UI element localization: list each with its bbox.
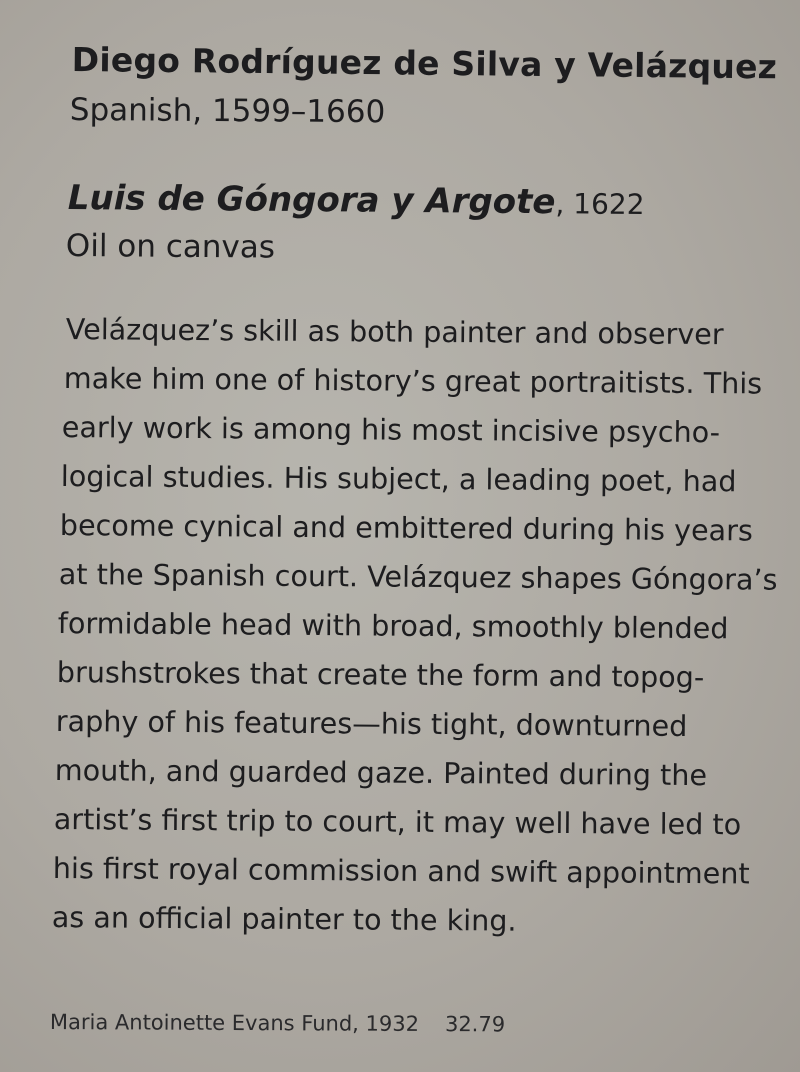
description-line: logical studies. His subject, a leading poet, had [60, 459, 737, 499]
artist-nationality-dates: Spanish, 1599–1660 [69, 92, 386, 131]
description-line: brushstrokes that create the form and topog- [56, 655, 705, 695]
description-line: at the Spanish court. Velázquez shapes Góngora’s [58, 557, 778, 597]
credit-fund: Maria Antoinette Evans Fund, 1932 [49, 1010, 420, 1036]
credit-line [50, 1010, 505, 1036]
description-line: artist’s first trip to court, it may well have led to [53, 802, 742, 842]
artist-name: Diego Rodríguez de Silva y Velázquez [71, 40, 778, 87]
accession-number: 32.79 [444, 1012, 506, 1037]
description-line: as an official painter to the king. [51, 900, 517, 938]
work-year: , 1622 [555, 187, 645, 222]
description-line: raphy of his features—his tight, downturned [55, 704, 688, 743]
description-line: formidable head with broad, smoothly blended [57, 606, 729, 646]
description-line: become cynical and embittered during his years [59, 508, 753, 548]
description-line: Velázquez’s skill as both painter and observer [65, 312, 724, 352]
description-line: mouth, and guarded gaze. Painted during the [54, 753, 708, 793]
work-medium: Oil on canvas [65, 228, 276, 266]
work-title: Luis de Góngora y Argote [67, 178, 556, 223]
description-line: make him one of history’s great portraitists. This [63, 361, 763, 401]
description-line: his first royal commission and swift appointment [52, 851, 750, 891]
description-line: early work is among his most incisive psycho- [61, 410, 721, 450]
work-title-line [68, 178, 645, 223]
